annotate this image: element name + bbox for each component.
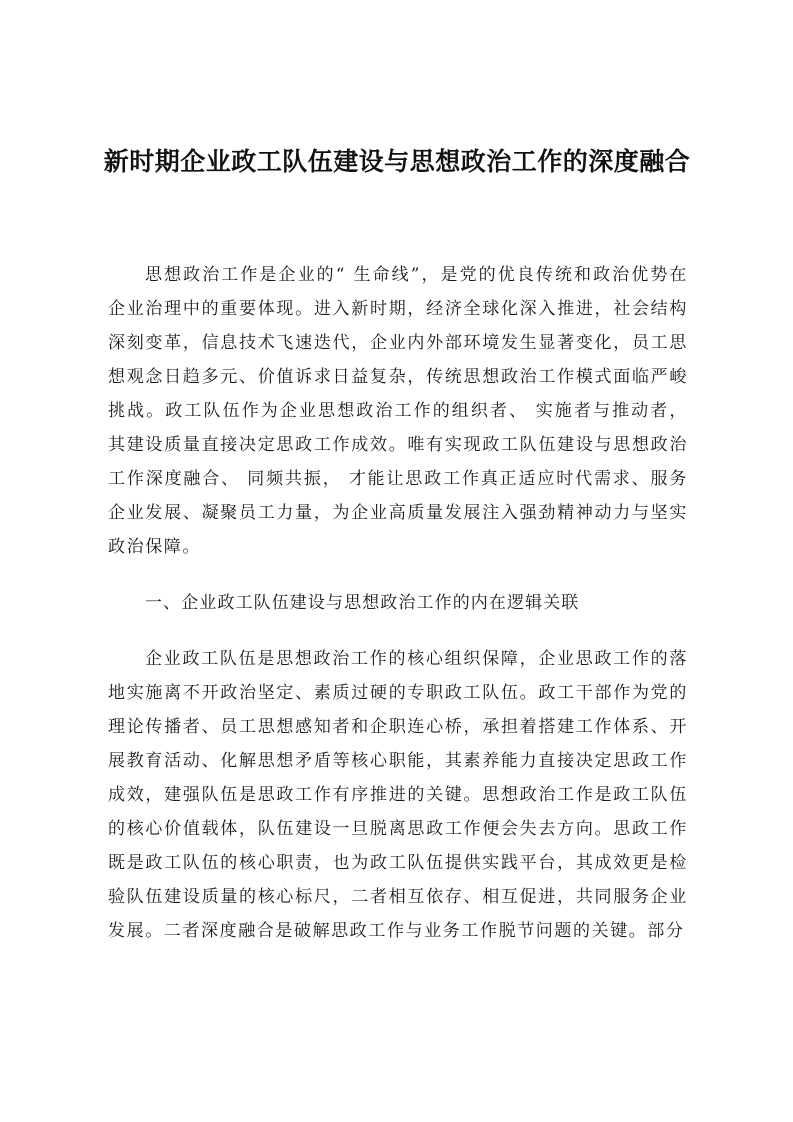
section-paragraph: 企业政工队伍是思想政治工作的核心组织保障，企业思政工作的落地实施离不开政治坚定、素质过硬的专职政工队伍。政工干部作为党的理论传播者、员工思想感知者和企职连心桥，承担着搭建工作体系、开展教育活动、化解思想矛盾等核心职能，其素养能力直接决定思政工作成效，建强队伍是思政工作有序推进的关键。思想政治工作是政工队伍的核心价值载体，队伍建设一旦脱离思政工作便会失去方向。思政工作既是政工队伍的核心职责，也为政工队伍提供实践平台，其成效更是检验队伍建设质量的核心标尺，二者相互依存、相互促进，共同服务企业发展。二者深度融合是破解思政工作与业务工作脱节问题的关键。部分: [108, 649, 688, 941]
document-body: [108, 258, 688, 970]
section-heading: 一、企业政工队伍建设与思想政治工作的内在逻辑关联: [145, 593, 580, 613]
document-title: 新时期企业政工队伍建设与思想政治工作的深度融合: [103, 147, 691, 176]
intro-paragraph: 思想政治工作是企业的“ 生命线”，是党的优良传统和政治优势在企业治理中的重要体现。进入新时期，经济全球化深入推进，社会结构深刻变革，信息技术飞速迭代，企业内外部环境发生显著变化，员工思想观念日趋多元、价值诉求日益复杂，传统思想政治工作模式面临严峻挑战。政工队伍作为企业思想政治工作的组织者、 实施者与推动者，其建设质量直接决定思政工作成效。唯有实现政工队伍建设与思想政治工作深度融合、 同频共振， 才能让思政工作真正适应时代需求、服务企业发展、凝聚员工力量，为企业高质量发展注入强劲精神动力与坚实政治保障。: [108, 265, 688, 557]
